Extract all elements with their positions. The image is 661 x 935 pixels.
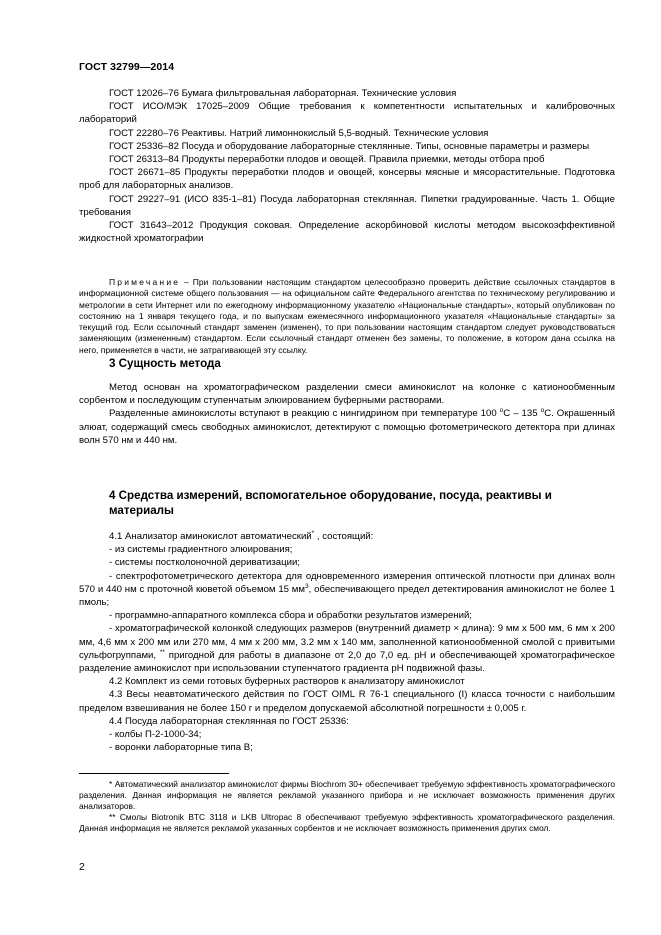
clause-4-4: 4.4 Посуда лабораторная стеклянная по ГОСТ 25336: xyxy=(109,715,349,727)
section-4-body xyxy=(79,530,615,754)
clause-4-3: 4.3 Весы неавтоматического действия по ГОСТ OIML R 76-1 специального (I) класса точности с наибольшим пределом взвешивания не более 150 г и пределом допускаемой абсолютной погрешности ± 0,005 г. xyxy=(79,689,615,714)
reference-item: ГОСТ 31643–2012 Продукция соковая. Определение аскорбиновой кислоты методом высокоэффективной жидкостной хроматографии xyxy=(79,220,615,245)
list-item: - хроматографической колонкой следующих размеров (внутренний диаметр × длина): 9 мм х 500 мм, 6 мм х 200 мм, 4,6 мм х 200 мм или 270 мм, 4 мм х 200 мм, 3.2 мм х 140 мм, заполненной катионообменной смолой с привитыми сульфогруппами, ** пригодной для работы в диапазоне от 2,0 до 7,0 ед. рН и обеспечивающей хроматографическое разделение аминокислот при использовании ступенчатого градиента рН подвижной фазы. xyxy=(79,623,616,675)
footnote-ref-1: * xyxy=(311,529,315,537)
list-item: - спектрофотометрического детектора для одновременного измерения оптической плотности при длинах волн 570 и 440 нм с проточной кюветой объемом 15 $мм^3$, обеспечивающего предел детектирования аминокислот не более 1 пмоль; xyxy=(79,570,615,609)
clause-4-1: 4.1 Анализатор аминокислот автоматический* , состоящий: xyxy=(109,529,374,542)
document-header-code: ГОСТ 32799—2014 xyxy=(79,61,175,73)
clause-4-2: 4.2 Комплект из семи готовых буферных растворов к анализатору аминокислот xyxy=(109,676,465,688)
list-item: - из системы градиентного элюирования; xyxy=(109,544,293,556)
page-number: 2 xyxy=(79,861,85,873)
normative-references-list xyxy=(79,87,615,245)
list-item: - воронки лабораторные типа В; xyxy=(109,742,253,754)
reference-item: ГОСТ 26313–84 Продукты переработки плодов и овощей. Правила приемки, методы отбора проб xyxy=(109,154,545,166)
section-3-paragraph-1: Метод основан на хроматографическом разделении смеси аминокислот на колонке с катионообменным сорбентом и последующим ступенчатым элюированием буферными растворами. xyxy=(79,382,615,407)
reference-item: ГОСТ 29227–91 (ИСО 835-1–81) Посуда лабораторная стеклянная. Пипетки градуированные. Часть 1. Общие требования xyxy=(79,193,615,218)
list-item: - программно-аппаратного комплекса сбора и обработки результатов измерений; xyxy=(109,610,472,622)
footnote-divider xyxy=(79,773,229,774)
references-note xyxy=(79,277,615,356)
footnote-ref-2: ** xyxy=(159,648,165,656)
section-4-title: 4 Средства измерений, вспомогательное оборудование, посуда, реактивы и материалы xyxy=(109,489,552,517)
note-label: Примечание xyxy=(109,277,181,287)
section-3-paragraph-2: Разделенные аминокислоты вступают в реакцию с нингидрином при температуре 100 $^о$С – 135 $^о$С. Окрашенный элюат, содержащий смесь свободных аминокислот, детектируют с помощью фотометрического детектора при длинах волн 570 нм и 440 нм. xyxy=(79,407,615,446)
footnote-item: * Автоматический анализатор аминокислот фирмы Biochrom 30+ обеспечивает требуемую эффективность хроматографического разделения. Данная информация не является рекламой указанного прибора и не исключает возможность применения других анализаторов. xyxy=(79,779,615,812)
section-3-body xyxy=(79,381,615,447)
footnotes xyxy=(79,779,615,834)
reference-item: ГОСТ ИСО/МЭК 17025–2009 Общие требования к компетентности испытательных и калибровочных лабораторий xyxy=(79,101,615,126)
footnote-item: ** Смолы Biotronik BTC 3118 и LKB Ultropac 8 обеспечивают требуемую эффективность хроматографического разделения. Данная информация не является рекламой указанных сорбентов и не исключает возможность применения других смол. xyxy=(79,812,615,834)
list-item: - системы постколоночной дериватизации; xyxy=(109,557,300,569)
reference-item: ГОСТ 22280–76 Реактивы. Натрий лимоннокислый 5,5-водный. Технические условия xyxy=(109,127,489,139)
reference-item: ГОСТ 25336–82 Посуда и оборудование лабораторные стеклянные. Типы, основные параметры и размеры xyxy=(109,140,590,152)
section-3-title: 3 Сущность метода xyxy=(109,357,221,370)
note-text: – При пользовании настоящим стандартом целесообразно проверить действие ссылочных стандартов в информационной системе общего пользования — на официальном сайте Федерального агентства по техническому регулированию и метрологии в сети Интернет или по ежегодному информационному указателю «Национальные стандарты», который опубликован по состоянию на 1 января текущего года, и по выпускам ежемесячного информационного указателя «Национальные стандарты» за текущий год. Если ссылочный стандарт заменен (изменен), то при пользовании настоящим стандартом следует руководствоваться заменяющим (измененным) стандартом. Если ссылочный стандарт отменен без замены, то положение, в котором дана ссылка на него, применяется в части, не затрагивающей эту ссылку. xyxy=(79,277,615,355)
reference-item: ГОСТ 12026–76 Бумага фильтровальная лабораторная. Технические условия xyxy=(109,88,457,99)
list-item: - колбы П-2-1000-34; xyxy=(109,729,202,741)
reference-item: ГОСТ 26671–85 Продукты переработки плодов и овощей, консервы мясные и мясорастительные. Подготовка проб для лабораторных анализов. xyxy=(79,167,615,192)
